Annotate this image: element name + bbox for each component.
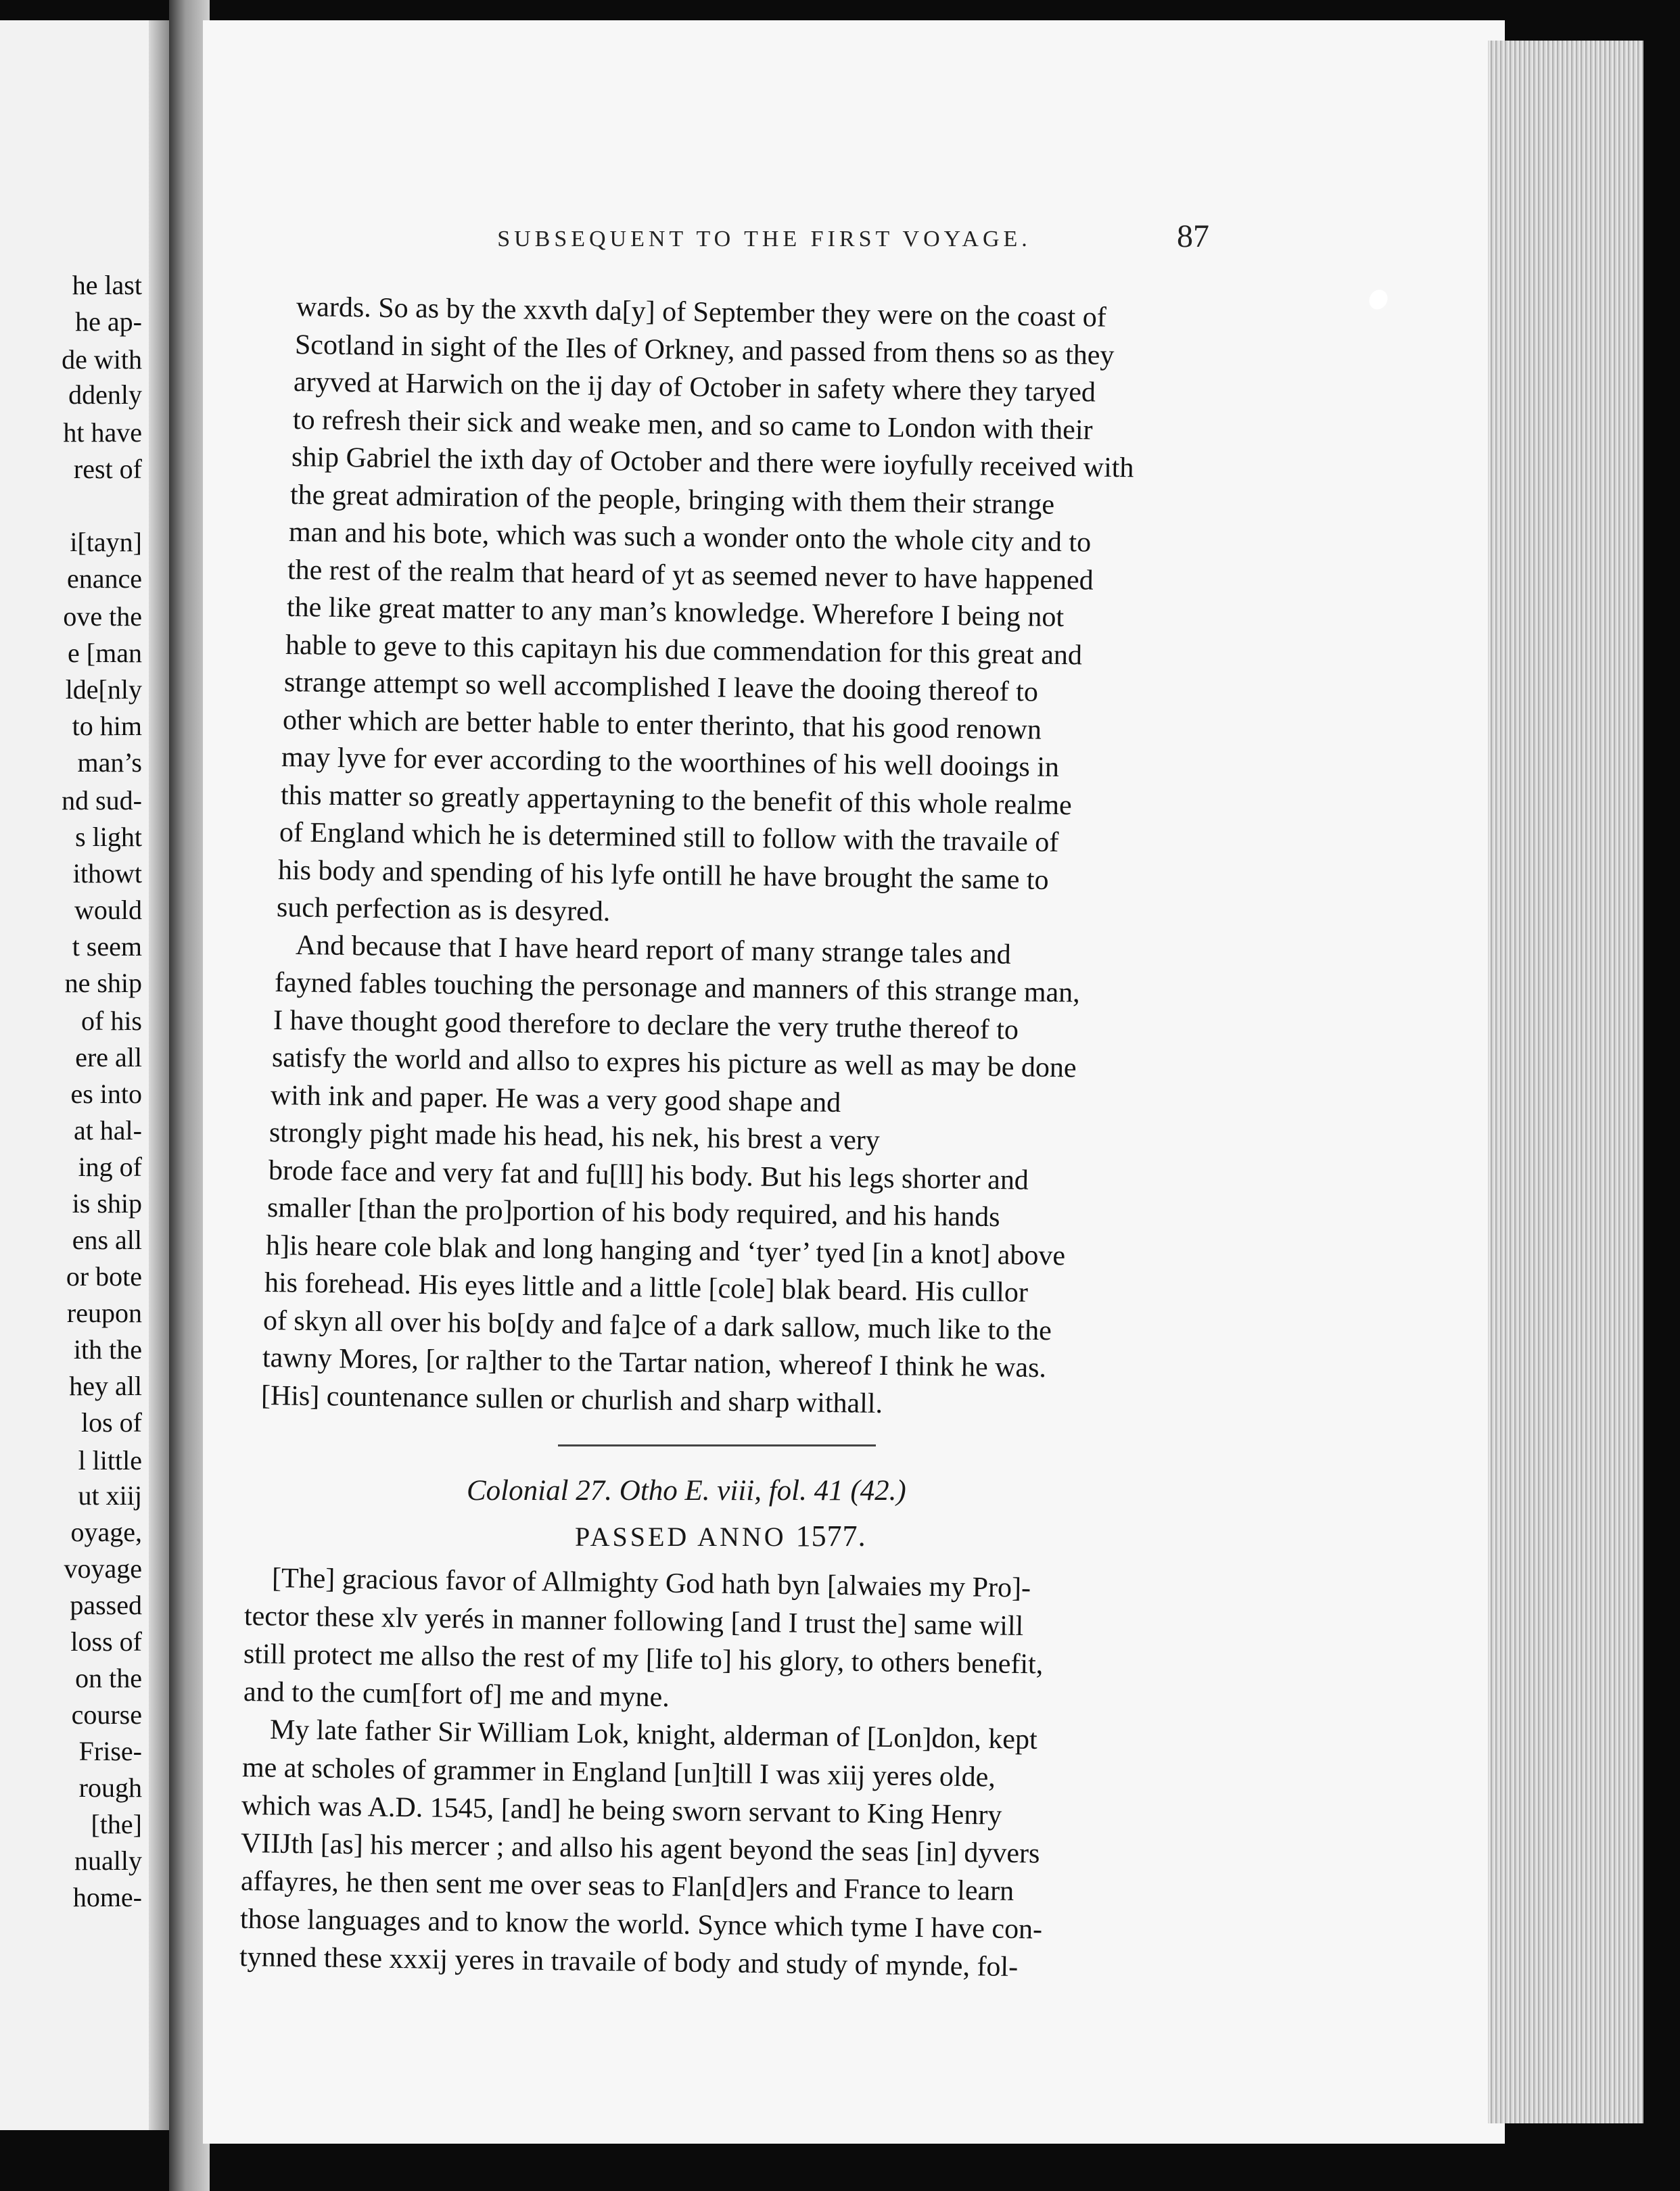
left-page-fragment: de with — [62, 344, 142, 375]
body-text-line: other which are better hable to enter therinto, that his good renown — [282, 704, 1042, 746]
body-text-line: still protect me allso the rest of my [life to] his glory, to others benefit, — [243, 1639, 1044, 1680]
body-text-line: Scotland in sight of the Iles of Orkney, and passed from thens so as they — [294, 329, 1115, 371]
body-text-line: this matter so greatly appertayning to the benefit of this whole realme — [280, 779, 1073, 821]
body-text-line: strongly pight made his head, his nek, his brest a very — [269, 1117, 881, 1156]
left-page-fragment: on the — [75, 1663, 142, 1693]
left-page-fragment: oyage, — [70, 1517, 142, 1547]
body-text-line: I have thought good therefore to declare the very truthe thereof to — [273, 1004, 1019, 1045]
left-page-fragment: ht have — [63, 417, 142, 448]
left-page-fragment: to him — [72, 711, 142, 741]
left-page-fragment: enance — [66, 563, 142, 594]
body-text-line: aryved at Harwich on the ij day of October in safety where they taryed — [293, 367, 1096, 408]
body-text-line: the like great matter to any man’s knowledge. Wherefore I being not — [286, 592, 1065, 634]
body-text-line: with ink and paper. He was a very good shape and — [270, 1079, 841, 1118]
left-page-fragment: man’s — [77, 747, 142, 778]
body-text-line: tynned these xxxij yeres in travaile of body and study of mynde, fol- — [239, 1941, 1019, 1983]
left-page-fragment: home- — [72, 1882, 142, 1912]
left-page-fragment: [the] — [91, 1809, 142, 1839]
body-text-line: hable to geve to this capitayn his due commendation for this great and — [285, 629, 1083, 671]
section-subheading — [575, 1519, 866, 1553]
page-number: 87 — [1177, 218, 1209, 254]
left-page-fragment: los of — [81, 1407, 142, 1438]
left-page-fragment: rough — [78, 1772, 142, 1803]
subheading-year: 1577. — [795, 1519, 866, 1553]
left-page-fragment: ove the — [63, 601, 142, 632]
left-page-fragment: t seem — [72, 931, 142, 962]
left-page-fragment: Frise- — [78, 1736, 142, 1766]
left-page-fragment: e [man — [68, 638, 142, 668]
body-text-line: the rest of the realm that heard of yt as seemed never to have happened — [287, 554, 1094, 596]
left-page-fragment: s light — [75, 822, 142, 852]
left-page — [0, 20, 169, 2130]
body-text-line: And because that I have heard report of many strange tales and — [295, 929, 1011, 970]
left-page-fragment: ddenly — [68, 379, 142, 410]
body-text-line: man and his bote, which was such a wonder onto the whole city and to — [288, 517, 1092, 559]
body-text-line: brode face and very fat and fu[ll] his body. But his legs shorter and — [268, 1154, 1029, 1196]
left-page-fragment: nd sud- — [62, 785, 142, 816]
section-heading-text: Colonial 27. Otho E. viii, fol. 41 (42.) — [467, 1475, 906, 1507]
body-text-line: [His] countenance sullen or churlish and sharp withall. — [260, 1380, 883, 1419]
page-fold-shadow — [149, 20, 169, 2130]
left-page-fragment: i[tayn] — [70, 527, 142, 557]
left-page-fragment: es into — [70, 1079, 142, 1109]
body-text-line: VIIJth [as] his mercer ; and allso his agent beyond the seas [in] dyvers — [240, 1828, 1040, 1870]
left-page-fragment: course — [71, 1699, 142, 1730]
left-page-fragment: is ship — [72, 1188, 142, 1219]
body-text-line: fayned fables touching the personage and manners of this strange man, — [274, 967, 1080, 1009]
body-text-line: tector these xlv yerés in manner following [and I trust the] same will — [243, 1601, 1024, 1643]
body-text-line: h]is heare cole blak and long hanging and ‘tyer’ tyed [in a knot] above — [265, 1229, 1066, 1271]
body-text-line: may lyve for ever according to the woorthines of his well dooings in — [281, 742, 1060, 784]
left-page-fragment: of his — [81, 1006, 142, 1036]
body-text-line: his body and spending of his lyfe ontill he have brought the same to — [277, 854, 1049, 896]
left-page-fragment: ne ship — [64, 968, 142, 998]
subheading-prefix: PASSED ANNO — [575, 1522, 796, 1552]
running-head: SUBSEQUENT TO THE FIRST VOYAGE. — [497, 227, 1031, 252]
page-edges — [1488, 41, 1643, 2123]
body-text-line: me at scholes of grammer in England [un]till I was xiij yeres olde, — [241, 1752, 996, 1793]
body-text-line: wards. So as by the xxvth da[y] of September they were on the coast of — [296, 291, 1107, 333]
body-text-line: those languages and to know the world. Synce which tyme I have con- — [239, 1904, 1043, 1946]
body-text-line: tawny Mores, [or ra]ther to the Tartar nation, whereof I think he was. — [262, 1342, 1047, 1384]
left-page-fragment: he last — [72, 270, 142, 300]
left-page-fragment: ith the — [73, 1334, 142, 1365]
left-page-fragment: hey all — [69, 1371, 142, 1401]
left-page-fragment: ere all — [75, 1042, 142, 1073]
section-heading — [467, 1474, 906, 1507]
body-text-line: ship Gabriel the ixth day of October and there were ioyfully received with — [291, 442, 1134, 484]
body-text-line: smaller [than the pro]portion of his body required, and his hands — [266, 1192, 1000, 1233]
body-text-line: and to the cum[fort of] me and myne. — [243, 1676, 670, 1714]
body-text-line: the great admiration of the people, bringing with them their strange — [289, 479, 1055, 521]
left-page-fragment: lde[nly — [65, 674, 142, 705]
left-page-fragment: reupon — [66, 1298, 142, 1328]
left-page-fragment: would — [74, 895, 142, 925]
left-page-fragment: ithowt — [72, 858, 142, 889]
body-text-line: which was A.D. 1545, [and] he being sworn servant to King Henry — [241, 1790, 1002, 1831]
section-divider — [558, 1444, 876, 1446]
left-page-fragment: l little — [78, 1445, 142, 1476]
left-page-fragment: nually — [74, 1845, 142, 1876]
body-text-line: [The] gracious favor of Allmighty God hath byn [alwaies my Pro]- — [271, 1563, 1031, 1604]
body-text-line: to refresh their sick and weake men, and so came to London with their — [292, 404, 1093, 446]
left-page-fragment: loss of — [70, 1626, 142, 1657]
left-page-fragment: rest of — [73, 454, 142, 484]
left-page-fragment: ut xiij — [78, 1480, 142, 1511]
left-page-fragment: he ap- — [75, 306, 142, 337]
body-text-line: My late father Sir William Lok, knight, alderman of [Lon]don, kept — [269, 1714, 1037, 1756]
left-page-fragment: ing of — [78, 1152, 142, 1182]
body-text-line: of skyn all over his bo[dy and fa]ce of a dark sallow, much like to the — [262, 1304, 1052, 1346]
left-page-fragment: passed — [70, 1590, 142, 1620]
left-page-fragment: or bote — [66, 1261, 142, 1292]
left-page-fragment: voyage — [64, 1553, 142, 1584]
body-text-line: satisfy the world and allso to expres his picture as well as may be done — [271, 1042, 1077, 1084]
body-text-line: such perfection as is desyred. — [276, 892, 611, 928]
left-page-fragment: at hal- — [73, 1115, 142, 1146]
body-text-line: of England which he is determined still to follow with the travaile of — [279, 817, 1059, 859]
body-text-line: affayres, he then sent me over seas to Flan[d]ers and France to learn — [240, 1866, 1014, 1907]
left-page-fragment: ens all — [72, 1225, 142, 1255]
body-text-line: his forehead. His eyes little and a little [cole] blak beard. His cullor — [264, 1267, 1029, 1309]
body-text-line: strange attempt so well accomplished I leave the dooing thereof to — [283, 667, 1039, 708]
